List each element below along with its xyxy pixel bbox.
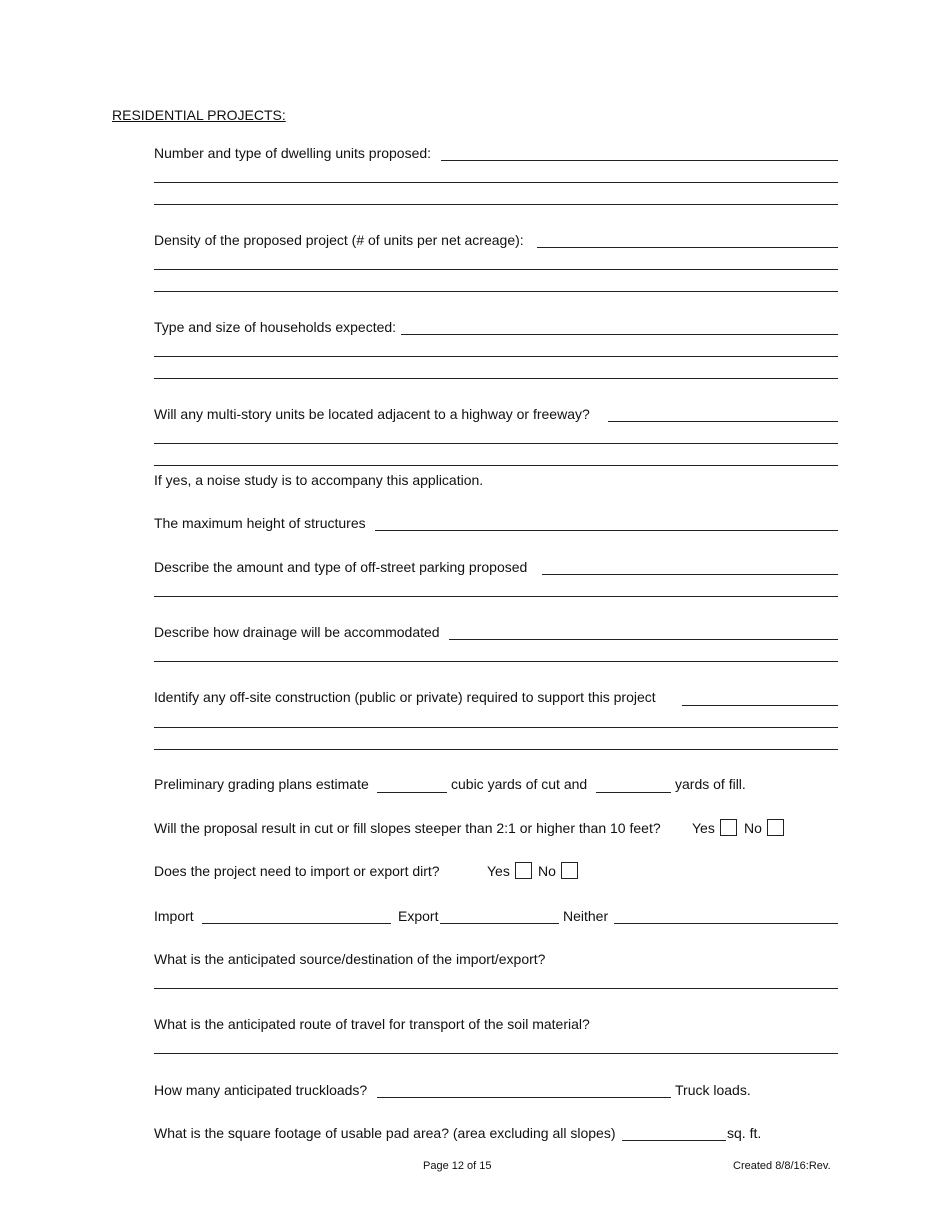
truckloads-suffix: Truck loads. bbox=[675, 1082, 751, 1098]
source-destination-field[interactable] bbox=[154, 988, 838, 989]
dwelling-units-field[interactable] bbox=[441, 160, 838, 161]
parking-field[interactable] bbox=[542, 574, 838, 575]
page-number: Page 12 of 15 bbox=[423, 1160, 492, 1172]
dirt-yes-checkbox[interactable] bbox=[515, 862, 532, 879]
slopes-yes-checkbox[interactable] bbox=[720, 819, 737, 836]
households-line-3[interactable] bbox=[154, 378, 838, 379]
drainage-line-2[interactable] bbox=[154, 661, 838, 662]
route-label: What is the anticipated route of travel for transport of the soil material? bbox=[154, 1016, 590, 1032]
slopes-yes-label: Yes bbox=[692, 820, 715, 836]
multistory-label: Will any multi-story units be located adjacent to a highway or freeway? bbox=[154, 406, 590, 422]
offsite-label: Identify any off-site construction (public or private) required to support this project bbox=[154, 689, 656, 705]
pad-area-field[interactable] bbox=[622, 1140, 726, 1141]
offsite-field[interactable] bbox=[682, 705, 838, 706]
neither-field[interactable] bbox=[614, 923, 838, 924]
grading-prefix: Preliminary grading plans estimate bbox=[154, 776, 369, 792]
export-label: Export bbox=[398, 908, 439, 924]
households-line-2[interactable] bbox=[154, 356, 838, 357]
parking-line-2[interactable] bbox=[154, 596, 838, 597]
dirt-yes-option[interactable] bbox=[487, 862, 532, 880]
created-date: Created 8/8/16:Rev. bbox=[733, 1160, 831, 1172]
offsite-line-3[interactable] bbox=[154, 749, 838, 750]
max-height-label: The maximum height of structures bbox=[154, 515, 366, 531]
pad-area-label: What is the square footage of usable pad area? (area excluding all slopes) bbox=[154, 1125, 616, 1141]
grading-mid: cubic yards of cut and bbox=[451, 776, 588, 792]
slopes-no-checkbox[interactable] bbox=[767, 819, 784, 836]
noise-study-note: If yes, a noise study is to accompany this application. bbox=[154, 472, 484, 488]
density-line-3[interactable] bbox=[154, 291, 838, 292]
import-export-label: Does the project need to import or export dirt? bbox=[154, 863, 440, 879]
truckloads-field[interactable] bbox=[377, 1097, 671, 1098]
dwelling-units-label: Number and type of dwelling units proposed: bbox=[154, 145, 432, 161]
cut-yards-field[interactable] bbox=[377, 792, 447, 793]
grading-suffix: yards of fill. bbox=[675, 776, 746, 792]
section-title: RESIDENTIAL PROJECTS: bbox=[112, 107, 286, 123]
source-destination-label: What is the anticipated source/destination of the import/export? bbox=[154, 951, 546, 967]
dirt-yes-label: Yes bbox=[487, 863, 510, 879]
multistory-line-2[interactable] bbox=[154, 443, 838, 444]
neither-label: Neither bbox=[563, 908, 609, 924]
slopes-yes-option[interactable] bbox=[692, 819, 737, 837]
fill-yards-field[interactable] bbox=[596, 792, 671, 793]
drainage-label: Describe how drainage will be accommodated bbox=[154, 624, 440, 640]
route-field[interactable] bbox=[154, 1053, 838, 1054]
households-label: Type and size of households expected: bbox=[154, 319, 397, 335]
import-label: Import bbox=[154, 908, 194, 924]
offsite-line-2[interactable] bbox=[154, 727, 838, 728]
multistory-line-3[interactable] bbox=[154, 465, 838, 466]
dirt-no-label: No bbox=[538, 863, 556, 879]
dirt-no-checkbox[interactable] bbox=[561, 862, 578, 879]
pad-area-suffix: sq. ft. bbox=[727, 1125, 762, 1141]
slopes-label: Will the proposal result in cut or fill slopes steeper than 2:1 or higher than 10 feet? bbox=[154, 820, 661, 836]
slopes-no-label: No bbox=[744, 820, 762, 836]
drainage-field[interactable] bbox=[449, 639, 838, 640]
dwelling-units-line-3[interactable] bbox=[154, 204, 838, 205]
dirt-no-option[interactable] bbox=[538, 862, 578, 880]
multistory-field[interactable] bbox=[608, 421, 838, 422]
dwelling-units-line-2[interactable] bbox=[154, 182, 838, 183]
import-field[interactable] bbox=[202, 923, 391, 924]
households-field[interactable] bbox=[401, 334, 838, 335]
export-field[interactable] bbox=[440, 923, 559, 924]
density-field[interactable] bbox=[537, 247, 838, 248]
density-label: Density of the proposed project (# of units per net acreage): bbox=[154, 232, 524, 248]
max-height-field[interactable] bbox=[375, 530, 838, 531]
truckloads-label: How many anticipated truckloads? bbox=[154, 1082, 368, 1098]
density-line-2[interactable] bbox=[154, 269, 838, 270]
parking-label: Describe the amount and type of off-street parking proposed bbox=[154, 559, 528, 575]
slopes-no-option[interactable] bbox=[744, 819, 784, 837]
